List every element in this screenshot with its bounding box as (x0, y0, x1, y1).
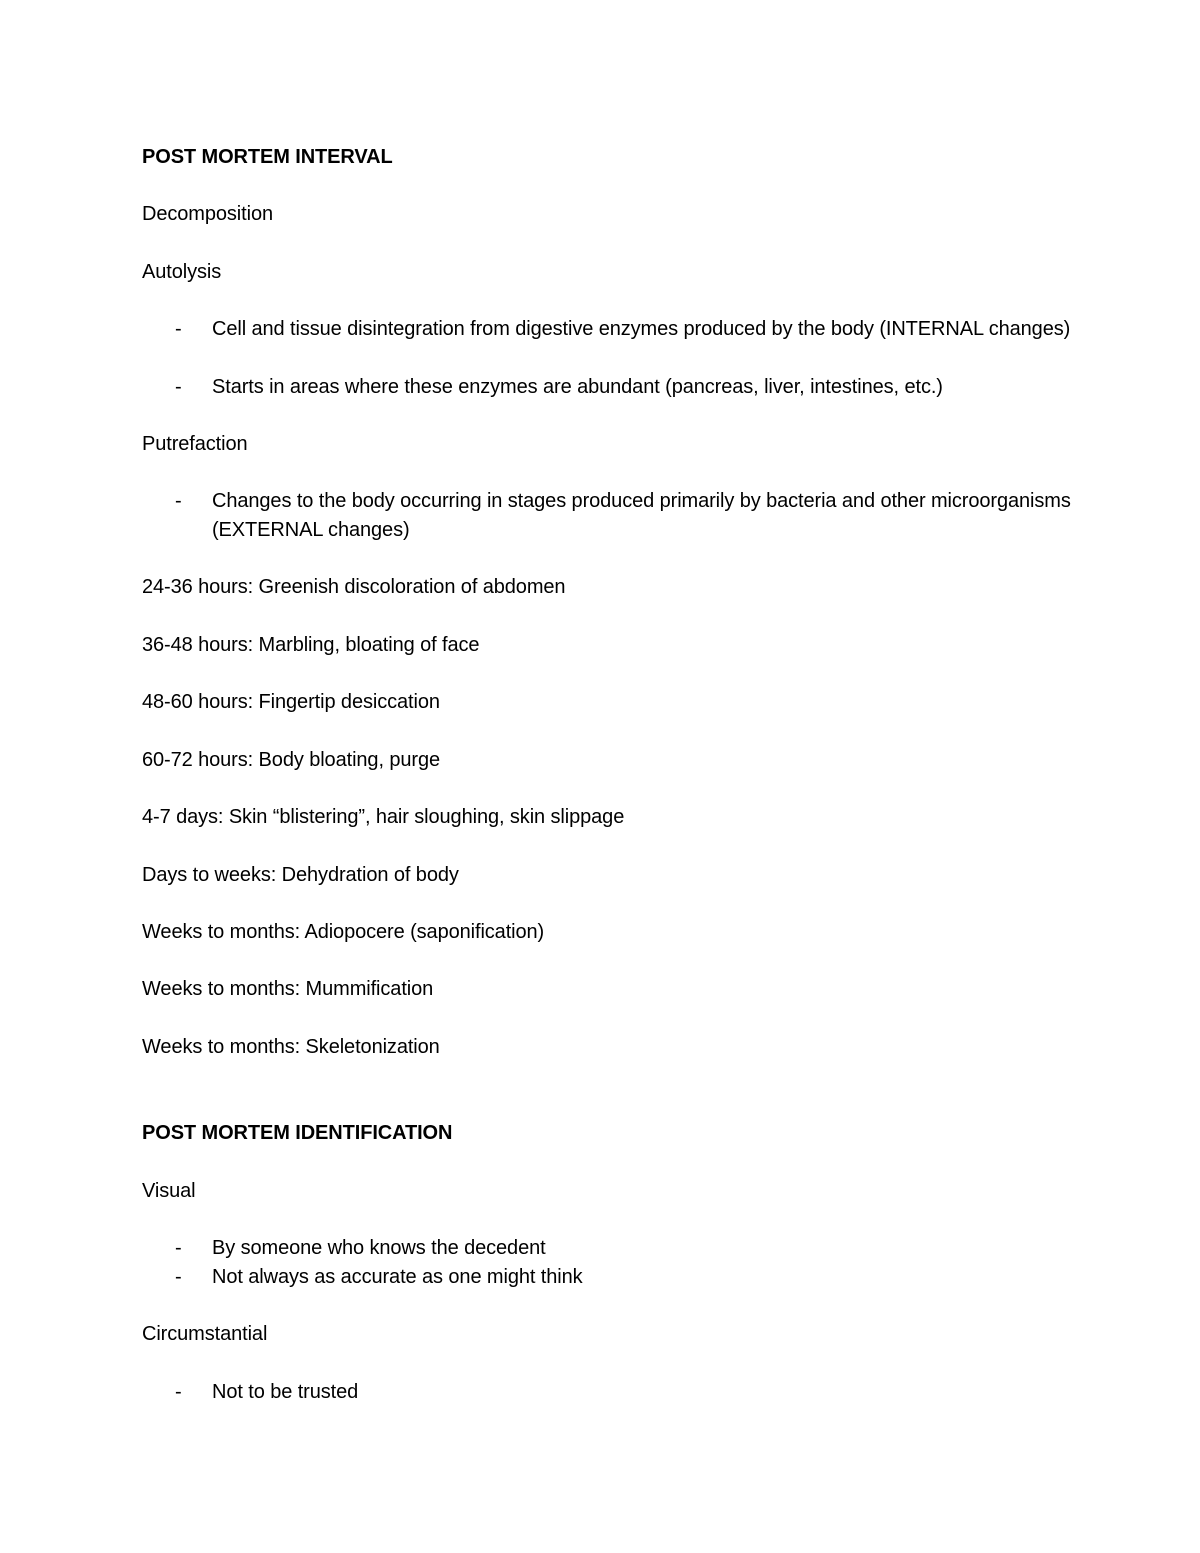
timeline-item: 60-72 hours: Body bloating, purge (142, 749, 441, 771)
bullet-text: By someone who knows the decedent (212, 1237, 546, 1259)
bullet-text: Starts in areas where these enzymes are abundant (pancreas, liver, intestines, etc.) (212, 376, 943, 398)
timeline-item: 36-48 hours: Marbling, bloating of face (142, 634, 480, 656)
timeline-item: 4-7 days: Skin “blistering”, hair sloughing, skin slippage (142, 806, 625, 828)
bullet-text: Not always as accurate as one might think (212, 1266, 583, 1288)
timeline-item: Weeks to months: Adiopocere (saponification) (142, 921, 545, 943)
timeline-item: Days to weeks: Dehydration of body (142, 864, 459, 886)
timeline-item: 24-36 hours: Greenish discoloration of abdomen (142, 576, 566, 598)
subheading-visual: Visual (142, 1180, 196, 1202)
bullet-marker: - (175, 490, 182, 512)
bullet-text: Not to be trusted (212, 1381, 359, 1403)
bullet-marker: - (175, 376, 182, 398)
timeline-item: 48-60 hours: Fingertip desiccation (142, 691, 440, 713)
subheading-circumstantial: Circumstantial (142, 1323, 268, 1345)
bullet-marker: - (175, 318, 182, 340)
timeline-item: Weeks to months: Mummification (142, 978, 434, 1000)
section-heading-interval: POST MORTEM INTERVAL (142, 146, 393, 168)
subheading-autolysis: Autolysis (142, 261, 222, 283)
bullet-marker: - (175, 1266, 182, 1288)
bullet-text: Changes to the body occurring in stages produced primarily by bacteria and other microorganisms (EXTERNAL changes) (212, 490, 1071, 541)
subheading-putrefaction: Putrefaction (142, 433, 248, 455)
bullet-marker: - (175, 1381, 182, 1403)
section-heading-identification: POST MORTEM IDENTIFICATION (142, 1122, 453, 1144)
timeline-item: Weeks to months: Skeletonization (142, 1036, 440, 1058)
bullet-text: Cell and tissue disintegration from digestive enzymes produced by the body (INTERNAL changes) (212, 318, 1071, 340)
bullet-marker: - (175, 1237, 182, 1259)
topic-decomposition: Decomposition (142, 203, 273, 225)
